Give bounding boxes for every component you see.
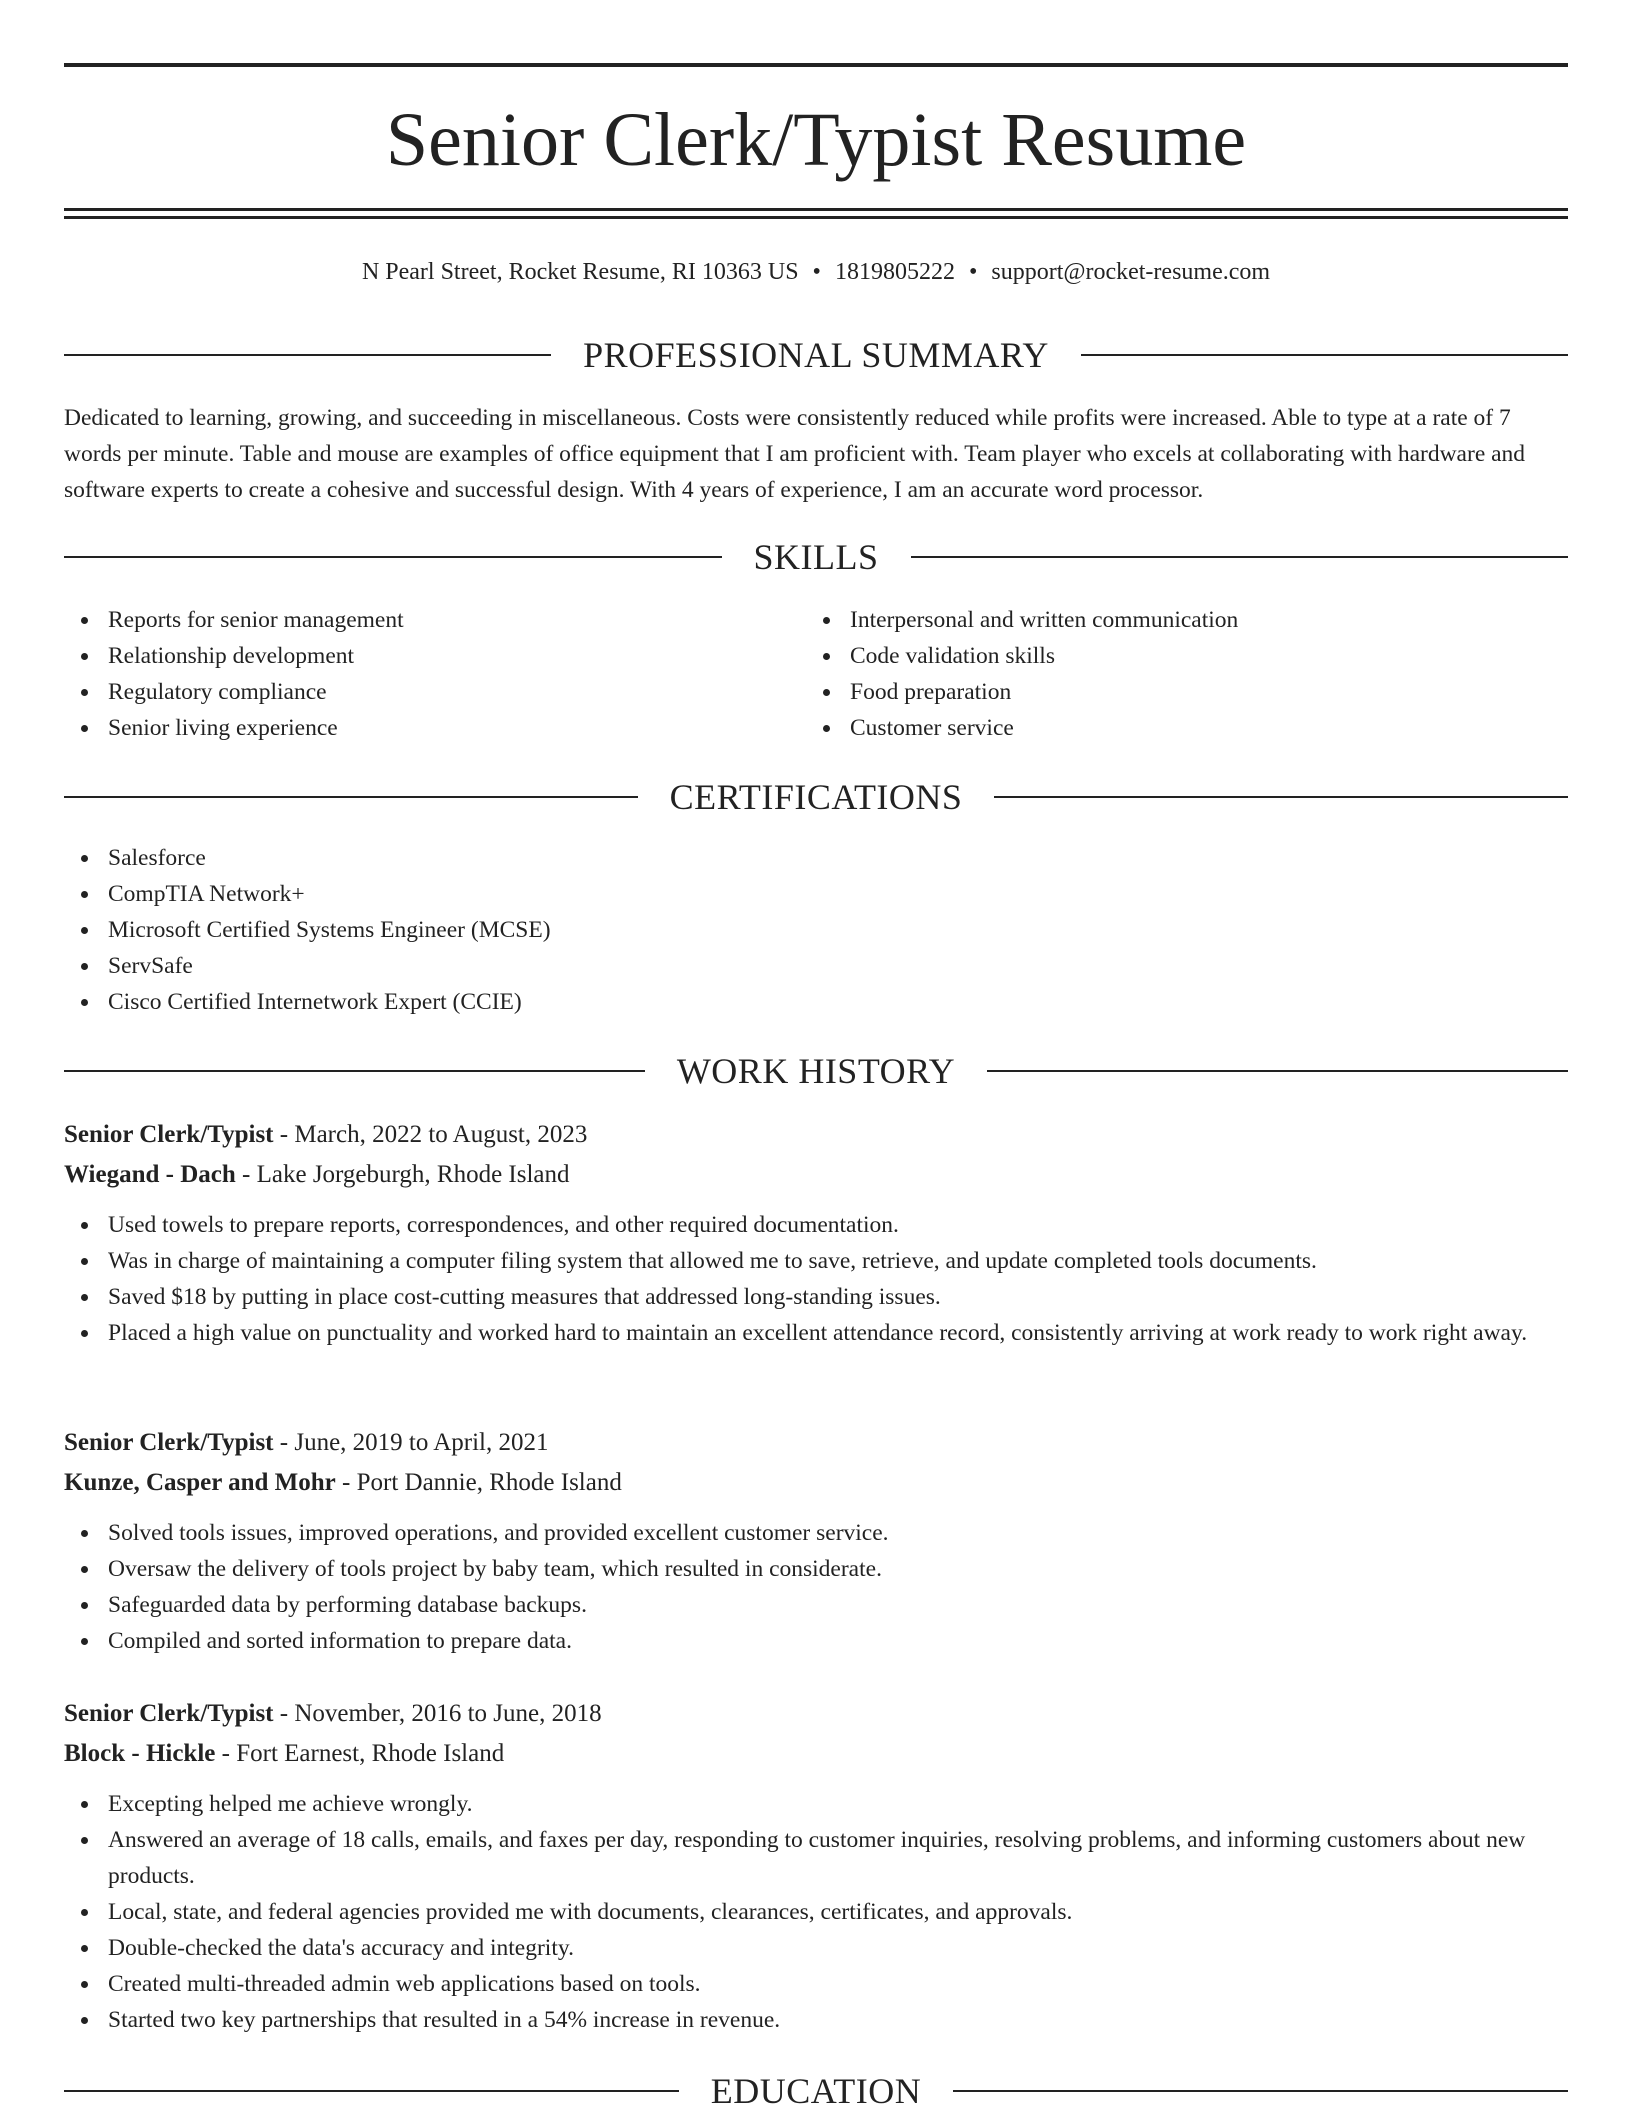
summary-section-header [64, 333, 1568, 377]
contact-phone: 1819805222 [834, 259, 955, 285]
job-role: Senior Clerk/Typist [64, 1121, 274, 1148]
job-company-line [64, 1734, 1568, 1774]
title-bottom-rule-1 [64, 208, 1568, 211]
certifications-list [64, 840, 1568, 1020]
certification-item: Microsoft Certified Systems Engineer (MCSE) [64, 912, 1568, 948]
job-bullet: Created multi-threaded admin web applications based on tools. [64, 1966, 1568, 2002]
job-company: Wiegand - Dach [64, 1161, 236, 1188]
section-rule [953, 2090, 1568, 2092]
contact-separator: • [812, 259, 821, 285]
job-bullet: Placed a high value on punctuality and worked hard to maintain an excellent attendance record, consistently arriving at work ready to work right away. [64, 1315, 1568, 1351]
skill-item: Food preparation [806, 674, 1506, 710]
job-company-line [64, 1155, 1568, 1195]
resume-title: Senior Clerk/Typist Resume [385, 98, 1247, 182]
contact-address: N Pearl Street, Rocket Resume, RI 10363 US [361, 259, 799, 285]
job-location: - Fort Earnest, Rhode Island [215, 1740, 505, 1767]
contact-separator: • [968, 259, 978, 285]
title-top-rule [64, 63, 1568, 67]
certifications-section-header [64, 775, 1568, 819]
work-section-header [64, 1049, 1568, 1093]
skill-item: Customer service [806, 710, 1506, 746]
section-rule [911, 556, 1569, 558]
title-bottom-rule-2 [64, 216, 1568, 219]
job-bullets [64, 1515, 1568, 1659]
skill-item: Relationship development [64, 638, 764, 674]
certification-item: ServSafe [64, 948, 1568, 984]
job-title-line [64, 1115, 1568, 1155]
certification-item: Salesforce [64, 840, 1568, 876]
job-bullet: Double-checked the data's accuracy and integrity. [64, 1930, 1568, 1966]
job-bullet: Excepting helped me achieve wrongly. [64, 1786, 1568, 1822]
contact-line [64, 256, 1568, 288]
skill-item: Interpersonal and written communication [806, 602, 1506, 638]
job-entry [64, 1694, 1568, 2038]
job-bullet: Started two key partnerships that resulted in a 54% increase in revenue. [64, 2002, 1568, 2038]
skills-list-right [806, 602, 1506, 746]
job-entry [64, 1423, 1568, 1659]
job-company: Block - Hickle [64, 1740, 216, 1767]
summary-text: Dedicated to learning, growing, and succeeding in miscellaneous. Costs were consistently reduced while profits were increased. Able to type at a rate of 7 words per minute. Table and mouse are examples of office equipment that I am proficient with. Team player who excels at collaborating with hardware and software experts to create a cohesive and successful design. With 4 years of experience, I am an accurate word processor. [64, 405, 1526, 503]
job-bullet: Was in charge of maintaining a computer filing system that allowed me to save, retrieve, and update completed tools documents. [64, 1243, 1568, 1279]
job-company-line [64, 1463, 1568, 1503]
section-rule [64, 1070, 645, 1072]
section-rule [64, 354, 551, 356]
job-bullets [64, 1786, 1568, 2038]
work-heading: WORK HISTORY [676, 1051, 956, 1091]
job-entry [64, 1115, 1568, 1351]
section-rule [1081, 354, 1568, 356]
job-bullets [64, 1207, 1568, 1351]
job-dates: - June, 2019 to April, 2021 [273, 1429, 549, 1456]
certification-item: Cisco Certified Internetwork Expert (CCIE) [64, 984, 1568, 1020]
contact-email: support@rocket-resume.com [991, 259, 1271, 285]
job-location: - Port Dannie, Rhode Island [335, 1469, 622, 1496]
job-bullet: Oversaw the delivery of tools project by baby team, which resulted in considerate. [64, 1551, 1568, 1587]
job-dates: - November, 2016 to June, 2018 [273, 1700, 602, 1727]
job-bullet: Saved $18 by putting in place cost-cutting measures that addressed long-standing issues. [64, 1279, 1568, 1315]
skill-item: Senior living experience [64, 710, 764, 746]
job-location: - Lake Jorgeburgh, Rhode Island [235, 1161, 570, 1188]
skill-item: Regulatory compliance [64, 674, 764, 710]
certification-item: CompTIA Network+ [64, 876, 1568, 912]
job-bullet: Safeguarded data by performing database backups. [64, 1587, 1568, 1623]
section-rule [64, 2090, 679, 2092]
section-rule [64, 796, 638, 798]
job-bullet: Used towels to prepare reports, correspondences, and other required documentation. [64, 1207, 1568, 1243]
job-dates: - March, 2022 to August, 2023 [273, 1121, 588, 1148]
section-rule [987, 1070, 1568, 1072]
job-title-line [64, 1694, 1568, 1734]
job-bullet: Local, state, and federal agencies provided me with documents, clearances, certificates, and approvals. [64, 1894, 1568, 1930]
skill-item: Reports for senior management [64, 602, 764, 638]
skills-section-header [64, 535, 1568, 579]
job-title-line [64, 1423, 1568, 1463]
skills-list-left [64, 602, 764, 746]
job-role: Senior Clerk/Typist [64, 1700, 274, 1727]
job-bullet: Solved tools issues, improved operations, and provided excellent customer service. [64, 1515, 1568, 1551]
job-company: Kunze, Casper and Mohr [64, 1469, 336, 1496]
section-rule [994, 796, 1568, 798]
education-heading: EDUCATION [710, 2071, 922, 2111]
job-bullet: Compiled and sorted information to prepare data. [64, 1623, 1568, 1659]
skill-item: Code validation skills [806, 638, 1506, 674]
job-role: Senior Clerk/Typist [64, 1429, 274, 1456]
skills-heading: SKILLS [753, 537, 879, 577]
section-rule [64, 556, 722, 558]
certifications-heading: CERTIFICATIONS [669, 777, 963, 817]
education-section-header [64, 2069, 1568, 2113]
summary-heading: PROFESSIONAL SUMMARY [583, 335, 1049, 375]
job-bullet: Answered an average of 18 calls, emails, and faxes per day, responding to customer inquiries, resolving problems, and informing customers about new products. [64, 1822, 1568, 1894]
